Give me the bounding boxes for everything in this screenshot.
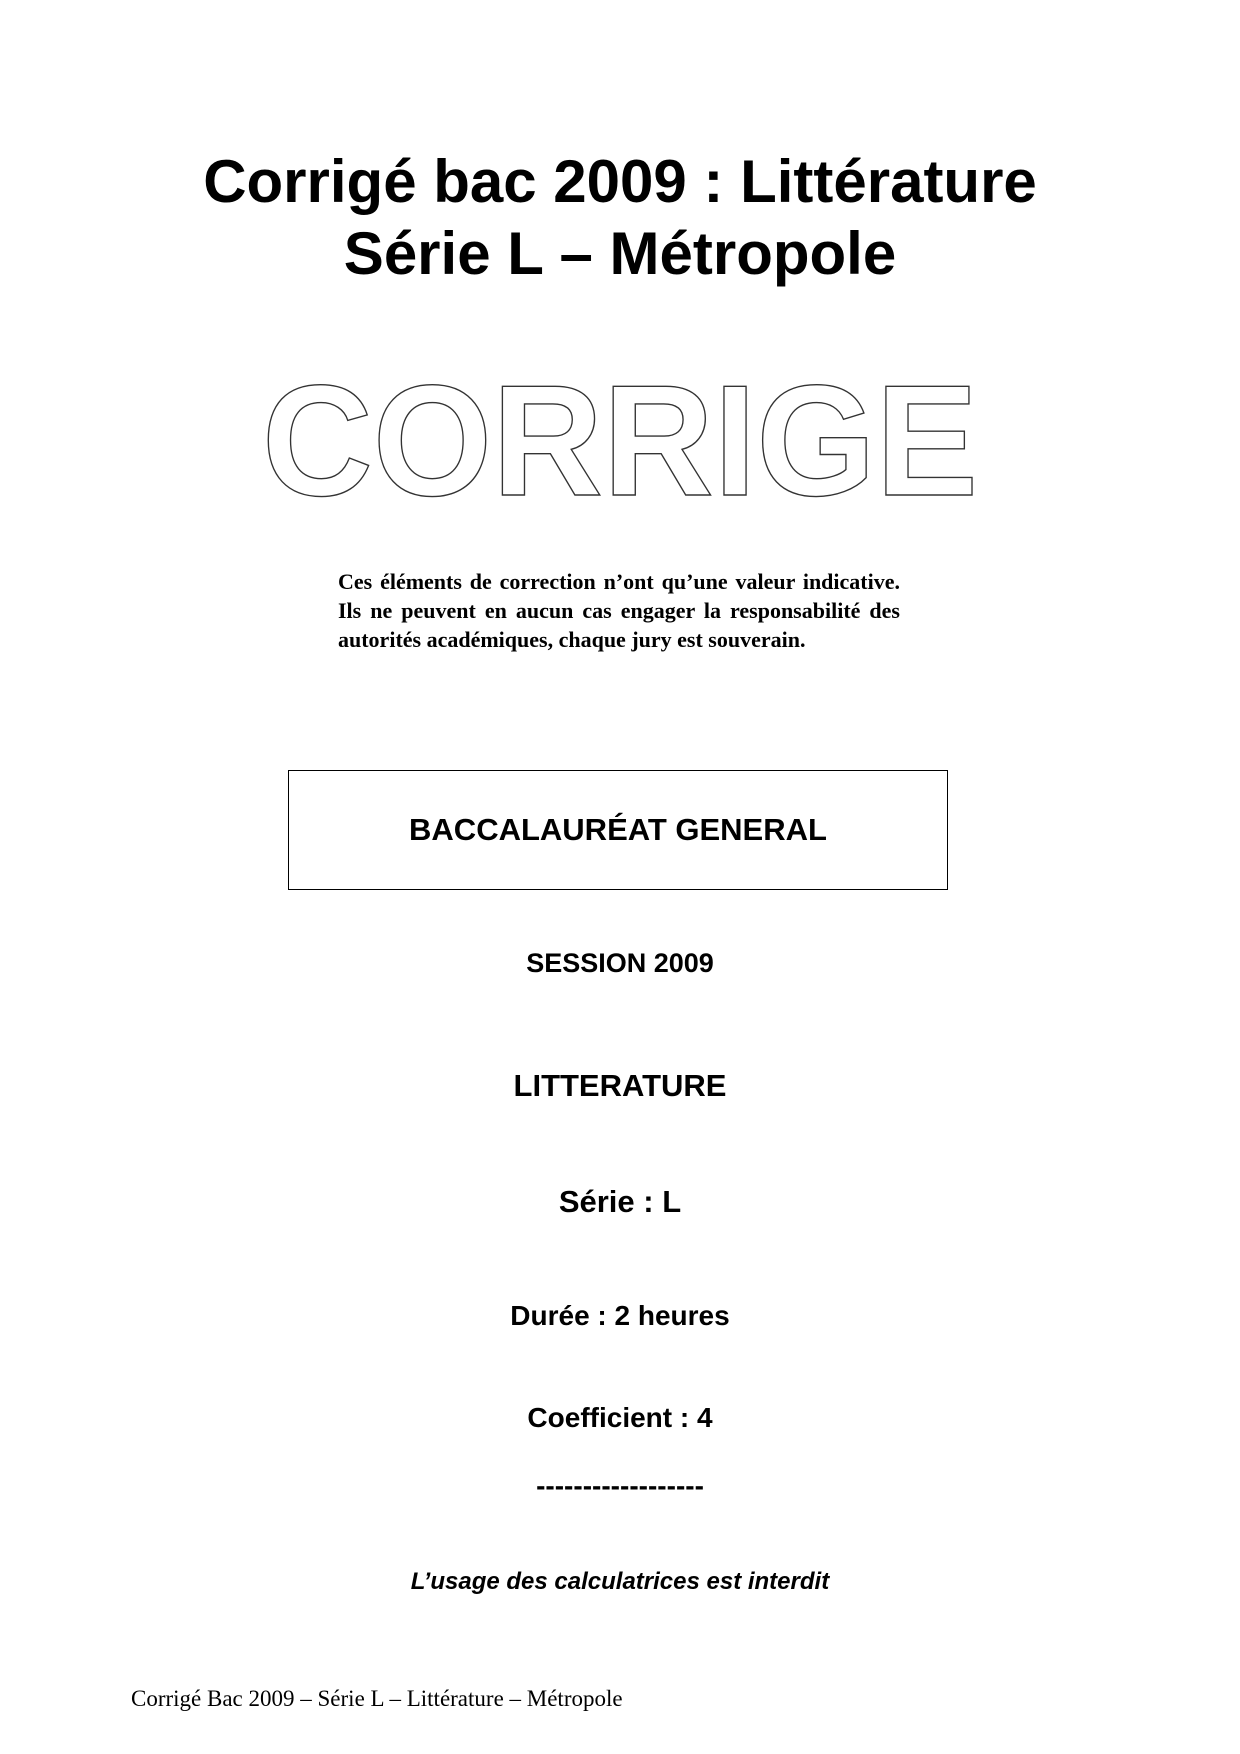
- disclaimer-text: Ces éléments de correction n’ont qu’une valeur indicative. Ils ne peuvent en aucun cas engager la responsabilité des autorités académiques, chaque jury est souverain.: [338, 569, 900, 652]
- page-title-line-2: Série L – Métropole: [343, 220, 897, 287]
- corrige-outline-stamp: [250, 360, 990, 510]
- exam-coefficient: Coefficient : 4: [527, 1402, 713, 1433]
- separator-line: ------------------: [536, 1470, 704, 1501]
- exam-serie: Série : L: [558, 1184, 682, 1219]
- page-title-line-1: Corrigé bac 2009 : Littérature: [203, 148, 1037, 215]
- exam-duration: Durée : 2 heures: [510, 1300, 730, 1331]
- page-footer: Corrigé Bac 2009 – Série L – Littérature – Métropole: [131, 1686, 623, 1711]
- exam-name: BACCALAURÉAT GENERAL: [409, 812, 827, 847]
- exam-name-box: [288, 770, 948, 890]
- exam-subject: LITTERATURE: [513, 1068, 727, 1103]
- calculator-note: L’usage des calculatrices est interdit: [410, 1568, 830, 1595]
- corrige-stamp-text: CORRIGE: [262, 360, 978, 510]
- exam-session: SESSION 2009: [526, 948, 714, 978]
